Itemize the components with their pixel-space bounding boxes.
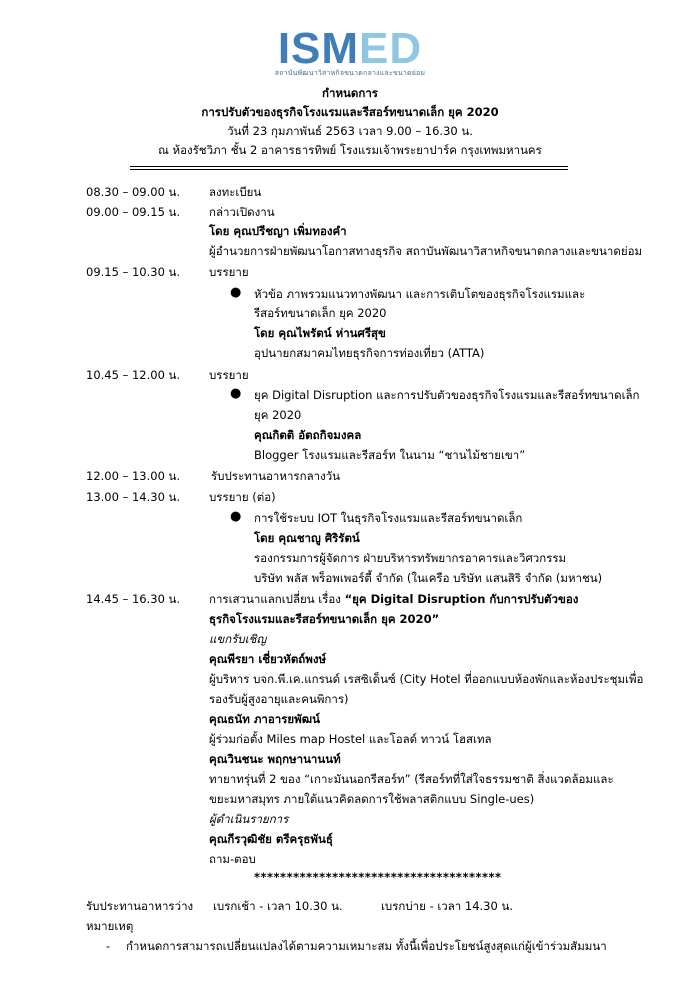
event-title: การปรับตัวของธุรกิจโรงแรมและรีสอร์ทขนาดเล็ก ยุค 2020: [201, 105, 499, 119]
speaker-role: Blogger โรงแรมและรีสอร์ท ในนาม “ชานไม้ชายเขา”: [254, 448, 526, 462]
guest-name: คุณวินชนะ พฤกษานานนท์: [209, 752, 341, 766]
note-label: หมายเหตุ: [86, 919, 134, 933]
moderator-label: ผู้ดำเนินรายการ: [209, 812, 289, 826]
guest-role: ผู้บริหาร บจก.พี.เค.แกรนด์ เรสซิเด็นซ์ (City Hotel ที่ออกแบบห้องพักและห้องประชุมเพื่อ: [209, 672, 644, 686]
separator-stars: **************************************: [254, 870, 502, 884]
speaker-role: รองกรรมการผู้จัดการ ฝ่ายบริหารทรัพยากรอาคารและวิศวกรรม: [254, 551, 567, 565]
agenda-item-3: บรรยาย: [209, 265, 249, 279]
logo-subtitle: สถาบันพัฒนาวิสาหกิจขนาดกลางและขนาดย่อม: [274, 69, 426, 77]
header-divider-bottom: [130, 169, 568, 170]
panel-title: “ยุค Digital Disruption กับการปรับตัวของ: [344, 592, 579, 606]
refreshment-label: รับประทานอาหารว่าง: [86, 899, 194, 913]
time-slot-7: 14.45 – 16.30 น.: [86, 592, 181, 606]
guest-role: ขยะมหาสมุทร ภายใต้แนวคิดลดการใช้พลาสติกแบบ Single-ues): [209, 792, 535, 806]
afternoon-break: เบรกบ่าย - เวลา 14.30 น.: [381, 899, 513, 913]
speaker-role: ผู้อำนวยการฝ่ายพัฒนาโอกาสทางธุรกิจ สถาบันพัฒนาวิสาหกิจขนาดกลางและขนาดย่อม: [209, 244, 643, 258]
bullet-icon: ●: [230, 509, 242, 524]
time-slot-1: 08.30 – 09.00 น.: [86, 185, 181, 199]
moderator-name: คุณกีรวุฒิชัย ตรีครุธพันธุ์: [209, 832, 333, 846]
note-text: กำหนดการสามารถเปลี่ยนแปลงได้ตามความเหมาะสม ทั้งนี้เพื่อประโยชน์สูงสุดแก่ผู้เข้าร่วมสัมมนา: [126, 939, 607, 953]
agenda-item-5: รับประทานอาหารกลางวัน: [211, 469, 341, 483]
topic-line: ยุค Digital Disruption และการปรับตัวของธุรกิจโรงแรมและรีสอร์ทขนาดเล็ก: [254, 388, 640, 402]
agenda-item-6: บรรยาย (ต่อ): [209, 490, 276, 504]
time-slot-2: 09.00 – 09.15 น.: [86, 205, 181, 219]
agenda-item-4: บรรยาย: [209, 368, 249, 382]
time-slot-4: 10.45 – 12.00 น.: [86, 368, 181, 382]
speaker-name: โดย คุณชาญู ศิริรัตน์: [254, 531, 360, 545]
guest-role: รองรับผู้สูงอายุและคนพิการ): [209, 692, 349, 706]
speaker-role: อุปนายกสมาคมไทยธุรกิจการท่องเที่ยว (ATTA): [254, 346, 485, 360]
time-slot-3: 09.15 – 10.30 น.: [86, 265, 181, 279]
guest-role: ผู้ร่วมก่อตั้ง Miles map Hostel และโอลด์ ทาวน์ โฮสเทล: [209, 732, 492, 746]
speaker-name: คุณกิตติ อัตถกิจมงคล: [254, 428, 362, 442]
bullet-icon: ●: [230, 285, 242, 300]
time-slot-5: 12.00 – 13.00 น.: [86, 469, 181, 483]
header-divider-top: [130, 166, 568, 167]
speaker-name: โดย คุณไพรัตน์ ห่านศรีสุข: [254, 326, 386, 340]
panel-title: ธุรกิจโรงแรมและรีสอร์ทขนาดเล็ก ยุค 2020”: [209, 612, 440, 626]
note-dash: -: [106, 939, 111, 953]
speaker-role: บริษัท พลัส พร็อพเพอร์ตี้ จำกัด (ในเครือ บริษัท แสนสิริ จำกัด (มหาชน): [254, 571, 603, 585]
schedule-heading: กำหนดการ: [322, 86, 378, 100]
morning-break: เบรกเช้า - เวลา 10.30 น.: [213, 899, 343, 913]
logo-text-part2: ED: [359, 24, 423, 73]
topic-line: รีสอร์ทขนาดเล็ก ยุค 2020: [254, 306, 387, 320]
guest-role: ทายาทรุ่นที่ 2 ของ “เกาะมันนอกรีสอร์ท” (รีสอร์ทที่ใส่ใจธรรมชาติ สิ่งแวดล้อมและ: [209, 772, 614, 786]
speaker-name: โดย คุณปรีชญา เพิ่มทองคำ: [209, 224, 347, 238]
topic-line: ยุค 2020: [254, 408, 302, 422]
qa-label: ถาม-ตอบ: [209, 852, 256, 866]
logo-text-part1: ISM: [277, 24, 360, 73]
bullet-icon: ●: [230, 386, 242, 401]
guest-name: คุณพีรยา เชี่ยวหัตถ์พงษ์: [209, 652, 327, 666]
ismed-logo: [0, 26, 700, 78]
guest-label: แขกรับเชิญ: [209, 632, 267, 646]
agenda-text: การเสวนาแลกเปลี่ยน เรื่อง: [209, 592, 345, 606]
event-date: วันที่ 23 กุมภาพันธ์ 2563 เวลา 9.00 – 16.30 น.: [227, 124, 473, 138]
event-venue: ณ ห้องรัชวิภา ชั้น 2 อาคารธารทิพย์ โรงแรมเจ้าพระยาปาร์ค กรุงเทพมหานคร: [158, 143, 542, 157]
agenda-item-7: [209, 592, 578, 606]
topic-line: การใช้ระบบ IOT ในธุรกิจโรงแรมและรีสอร์ทขนาดเล็ก: [254, 511, 523, 525]
guest-name: คุณธนัท ภาอารยพัฒน์: [209, 712, 320, 726]
topic-line: หัวข้อ ภาพรวมแนวทางพัฒนา และการเติบโตของธุรกิจโรงแรมและ: [254, 287, 586, 301]
agenda-item-2: กล่าวเปิดงาน: [209, 205, 275, 219]
agenda-item-1: ลงทะเบียน: [209, 185, 262, 199]
time-slot-6: 13.00 – 14.30 น.: [86, 490, 181, 504]
